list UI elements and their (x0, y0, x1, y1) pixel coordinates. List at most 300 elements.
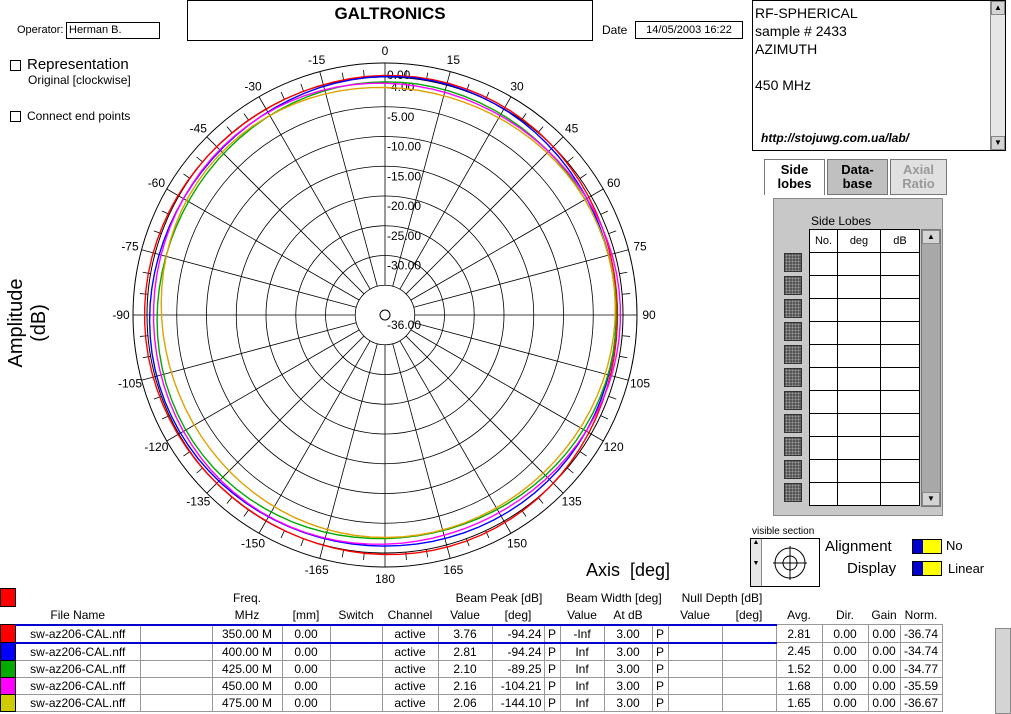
angle-tick (553, 483, 563, 493)
cell-freq[interactable]: 350.00 M (212, 625, 282, 643)
angle-tick (197, 157, 203, 162)
side-lobe-cell[interactable] (838, 437, 881, 460)
cell-bp-value[interactable]: 2.06 (438, 694, 492, 711)
side-lobe-cell[interactable] (881, 299, 920, 322)
angle-tick (622, 336, 630, 337)
cell-channel[interactable]: active (382, 677, 438, 694)
side-lobe-cell[interactable] (838, 483, 881, 506)
side-lobes-table[interactable] (809, 229, 920, 506)
hdr-mm: [mm] (292, 608, 320, 622)
row-selector-column (784, 253, 804, 506)
hdr-beam-width: Beam Width [deg] (566, 590, 662, 605)
cell-file-name[interactable]: sw-az206-CAL.nff (16, 660, 141, 677)
cell-gain[interactable]: 0.00 (868, 643, 900, 661)
cell-bp-deg[interactable]: -104.21 (492, 677, 544, 694)
angle-tick (580, 174, 587, 179)
cell-avg[interactable]: 2.45 (776, 643, 822, 661)
angle-tick (301, 539, 304, 547)
alignment-label: Alignment (825, 538, 892, 555)
cell-switch[interactable] (330, 677, 382, 694)
tab-database[interactable] (827, 159, 888, 195)
cell-bw-p[interactable]: P (652, 625, 668, 643)
cell-switch[interactable] (330, 643, 382, 661)
cell-empty[interactable] (140, 643, 212, 661)
angle-label: -120 (144, 440, 169, 454)
cell-avg[interactable]: 1.52 (776, 660, 822, 677)
side-lobes-scrollbar[interactable] (921, 229, 941, 507)
grid-spoke (411, 196, 591, 300)
toggle-indicator (913, 562, 923, 575)
cell-bp-value[interactable]: 2.16 (438, 677, 492, 694)
side-lobe-row[interactable] (810, 253, 920, 276)
grid-spoke (217, 336, 364, 483)
cell-bp-p[interactable]: P (544, 694, 560, 711)
cell-bw-p[interactable]: P (652, 643, 668, 661)
row-color-swatch[interactable] (1, 660, 16, 677)
cell-switch[interactable] (330, 694, 382, 711)
cell-mm[interactable]: 0.00 (282, 677, 330, 694)
angle-label: 120 (603, 440, 624, 454)
display-toggle[interactable] (912, 561, 942, 576)
angle-label: -150 (240, 536, 266, 551)
cell-bp-deg[interactable]: -94.24 (492, 625, 544, 643)
grid-spoke (414, 323, 615, 377)
side-lobe-row[interactable] (810, 322, 920, 345)
angle-label: 75 (633, 239, 647, 254)
cell-freq[interactable]: 450.00 M (212, 677, 282, 694)
display-label: Display (847, 560, 897, 577)
table-row[interactable] (1, 694, 943, 711)
side-lobe-cell[interactable] (810, 322, 838, 345)
table-row[interactable] (1, 643, 943, 661)
visible-section-control[interactable] (750, 538, 820, 587)
col-db: dB (881, 230, 920, 253)
angle-tick (207, 137, 217, 147)
side-lobe-row[interactable] (810, 460, 920, 483)
scroll-up-icon[interactable]: ▲ (922, 230, 940, 244)
row-color-swatch[interactable] (1, 643, 16, 661)
hdr-dir: Dir. (836, 608, 854, 623)
cell-channel[interactable]: active (382, 660, 438, 677)
angle-tick (207, 483, 217, 493)
side-lobe-cell[interactable] (810, 368, 838, 391)
row-color-swatch[interactable] (1, 677, 16, 694)
info-line: sample # 2433 (755, 23, 847, 39)
cell-switch[interactable] (330, 625, 382, 643)
cell-bp-p[interactable]: P (544, 625, 560, 643)
row-select-button[interactable] (784, 276, 802, 295)
cell-avg[interactable]: 1.68 (776, 677, 822, 694)
info-line: RF-SPHERICAL (755, 5, 858, 21)
tab-side-lobes[interactable] (764, 159, 825, 195)
radial-tick-label: -10.00 (387, 139, 422, 154)
row-select-button[interactable] (784, 483, 802, 502)
visible-section-label: visible section (752, 526, 815, 537)
grid-ring (355, 285, 415, 345)
side-lobe-cell[interactable] (881, 345, 920, 368)
grid-spoke (179, 330, 359, 434)
angle-label: -165 (304, 563, 329, 578)
cell-mm[interactable]: 0.00 (282, 625, 330, 643)
cell-channel[interactable]: active (382, 625, 438, 643)
cell-gain[interactable]: 0.00 (868, 660, 900, 677)
hdr-gain: Gain (871, 608, 897, 623)
cell-bw-p[interactable]: P (652, 660, 668, 677)
row-select-button[interactable] (784, 253, 802, 272)
angle-tick (197, 468, 203, 473)
angle-tick (591, 189, 603, 196)
cell-freq[interactable]: 400.00 M (212, 643, 282, 661)
cell-bw-p[interactable]: P (652, 694, 668, 711)
angle-tick (615, 250, 629, 254)
side-lobe-cell[interactable] (810, 414, 838, 437)
radial-tick-label: -20.00 (387, 199, 422, 213)
angle-tick (167, 434, 179, 441)
angle-tick (140, 294, 148, 295)
cell-avg[interactable]: 2.81 (776, 625, 822, 643)
angle-tick (183, 452, 190, 457)
angle-tick (227, 127, 232, 133)
side-lobe-cell[interactable] (810, 483, 838, 506)
grid-spoke (217, 147, 364, 294)
cell-nd-deg[interactable] (722, 660, 776, 677)
cell-bw-value[interactable]: Inf (560, 677, 604, 694)
cell-dir[interactable]: 0.00 (822, 625, 868, 643)
grid-spoke (414, 253, 615, 307)
cell-bp-value[interactable]: 2.10 (438, 660, 492, 677)
cell-bw-p[interactable]: P (652, 677, 668, 694)
angle-label: 105 (629, 376, 651, 391)
side-lobe-cell[interactable] (881, 483, 920, 506)
hdr-bw-value: Value (567, 608, 597, 622)
row-select-button[interactable] (784, 299, 802, 318)
cell-bp-deg[interactable]: -94.24 (492, 643, 544, 661)
col-no: No. (810, 230, 838, 253)
angle-label: 30 (510, 79, 524, 94)
side-lobe-row[interactable] (810, 483, 920, 506)
cell-nd-value[interactable] (668, 677, 722, 694)
side-lobe-row[interactable] (810, 414, 920, 437)
angle-tick (143, 356, 151, 357)
cell-bp-value[interactable]: 2.81 (438, 643, 492, 661)
cell-norm[interactable]: -35.59 (900, 677, 942, 694)
cell-bw-atdb[interactable]: 3.00 (604, 677, 652, 694)
angle-label: 90 (642, 308, 656, 322)
table-scrollbar[interactable] (995, 628, 1011, 714)
angle-tick (567, 157, 573, 162)
info-box[interactable] (752, 0, 1006, 151)
row-color-swatch[interactable] (1, 625, 16, 643)
row-select-button[interactable] (784, 322, 802, 341)
representation-label: Representation (27, 56, 129, 73)
angle-label: -30 (244, 79, 262, 94)
date-field[interactable]: 14/05/2003 16:22 (635, 21, 743, 39)
side-lobe-cell[interactable] (881, 322, 920, 345)
side-lobe-cell[interactable] (810, 460, 838, 483)
display-value: Linear (948, 561, 985, 576)
cell-dir[interactable]: 0.00 (822, 677, 868, 694)
info-line: AZIMUTH (755, 41, 818, 57)
radial-tick-label: -5.00 (387, 109, 415, 124)
y-axis-label: Amplitude (dB) (5, 278, 50, 368)
side-lobe-cell[interactable] (810, 276, 838, 299)
angle-tick (320, 72, 324, 86)
cell-nd-deg[interactable] (722, 625, 776, 643)
polar-plot[interactable] (100, 40, 680, 590)
toggle-indicator (913, 540, 923, 553)
target-icon (771, 544, 809, 582)
section-scroll[interactable]: ▲ ▼ (751, 539, 762, 586)
angle-tick (281, 531, 284, 538)
cell-bw-value[interactable]: Inf (560, 643, 604, 661)
cell-bw-atdb[interactable]: 3.00 (604, 660, 652, 677)
cell-nd-deg[interactable] (722, 643, 776, 661)
cell-bw-value[interactable]: Inf (560, 660, 604, 677)
row-select-button[interactable] (784, 345, 802, 364)
scroll-up-icon[interactable]: ▲ (991, 1, 1005, 15)
angle-tick (553, 137, 563, 147)
cell-file-name[interactable]: sw-az206-CAL.nff (16, 643, 141, 661)
angle-tick (619, 272, 627, 273)
radial-tick-label: 0.00 (387, 68, 411, 82)
side-lobe-cell[interactable] (838, 322, 881, 345)
cell-gain[interactable]: 0.00 (868, 625, 900, 643)
cell-nd-value[interactable] (668, 643, 722, 661)
hdr-file-name: File Name (50, 608, 106, 622)
cell-bw-atdb[interactable]: 3.00 (604, 643, 652, 661)
cell-norm[interactable]: -34.77 (900, 660, 942, 677)
angle-tick (615, 377, 629, 381)
side-lobe-cell[interactable] (881, 460, 920, 483)
cell-channel[interactable]: active (382, 643, 438, 661)
table-row[interactable] (1, 660, 943, 677)
cell-dir[interactable]: 0.00 (822, 694, 868, 711)
hdr-mhz: MHz (234, 608, 260, 622)
grid-spoke (406, 336, 553, 483)
side-lobe-row[interactable] (810, 368, 920, 391)
angle-label: 180 (374, 572, 396, 586)
side-lobe-cell[interactable] (881, 391, 920, 414)
info-url: http://stojuwg.com.ua/lab/ (761, 131, 909, 145)
hdr-bp-deg: [deg] (504, 608, 532, 622)
angle-tick (622, 294, 630, 295)
grid-spoke (179, 196, 359, 300)
pattern-trace (161, 88, 615, 538)
page-title: GALTRONICS (187, 0, 593, 41)
date-label: Date (602, 23, 628, 37)
side-lobe-cell[interactable] (838, 414, 881, 437)
radial-tick-label: -25.00 (387, 228, 422, 243)
table-row[interactable] (1, 677, 943, 694)
cell-nd-deg[interactable] (722, 677, 776, 694)
angle-label: 0 (381, 44, 389, 58)
side-lobe-row[interactable] (810, 437, 920, 460)
angle-tick (244, 510, 249, 517)
cell-avg[interactable]: 1.65 (776, 694, 822, 711)
cell-norm[interactable]: -34.74 (900, 643, 942, 661)
radial-tick-label: -30.00 (387, 258, 422, 273)
radial-tick-label: -15.00 (387, 169, 422, 184)
checkbox-icon (10, 60, 21, 71)
cell-bw-atdb[interactable]: 3.00 (604, 694, 652, 711)
checkbox-icon (10, 111, 21, 122)
cell-empty[interactable] (140, 660, 212, 677)
cell-gain[interactable]: 0.00 (868, 677, 900, 694)
side-lobe-cell[interactable] (881, 368, 920, 391)
angle-tick (619, 356, 627, 357)
cell-freq[interactable]: 475.00 M (212, 694, 282, 711)
hdr-norm: Norm. (904, 608, 938, 623)
cell-switch[interactable] (330, 660, 382, 677)
cell-bp-p[interactable]: P (544, 660, 560, 677)
info-scrollbar[interactable] (990, 1, 1005, 150)
cell-bp-deg[interactable]: -144.10 (492, 694, 544, 711)
cell-bw-atdb[interactable]: 3.00 (604, 625, 652, 643)
angle-label: -90 (112, 308, 130, 322)
cell-channel[interactable]: active (382, 694, 438, 711)
cell-nd-deg[interactable] (722, 694, 776, 711)
x-axis-label: Axis [deg] (586, 560, 671, 580)
angle-tick (609, 231, 617, 234)
grid-spoke (323, 344, 377, 545)
angle-label: -15 (307, 52, 326, 67)
cell-file-name[interactable]: sw-az206-CAL.nff (16, 677, 141, 694)
angle-tick (301, 84, 304, 92)
cell-nd-value[interactable] (668, 694, 722, 711)
side-lobe-cell[interactable] (881, 414, 920, 437)
side-lobe-row[interactable] (810, 299, 920, 322)
row-select-button[interactable] (784, 391, 802, 410)
side-lobes-panel (773, 198, 943, 516)
side-lobe-cell[interactable] (881, 437, 920, 460)
cell-mm[interactable]: 0.00 (282, 643, 330, 661)
side-lobe-cell[interactable] (838, 368, 881, 391)
operator-label: Operator: (17, 24, 64, 36)
side-lobe-cell[interactable] (838, 299, 881, 322)
cell-nd-value[interactable] (668, 660, 722, 677)
side-lobe-cell[interactable] (881, 276, 920, 299)
hdr-switch: Switch (338, 608, 374, 622)
row-select-button[interactable] (784, 437, 802, 456)
side-lobe-cell[interactable] (838, 460, 881, 483)
angle-tick (227, 497, 232, 503)
grid-spoke (406, 147, 553, 294)
hdr-beam-peak: Beam Peak [dB] (455, 590, 543, 605)
row-select-button[interactable] (784, 414, 802, 433)
color-swatch[interactable] (1, 589, 16, 607)
operator-field[interactable]: Herman B. (66, 22, 160, 39)
cell-bp-deg[interactable]: -89.25 (492, 660, 544, 677)
tab-label: Data- base (841, 162, 874, 191)
grid-spoke (155, 323, 356, 377)
cell-empty[interactable] (140, 625, 212, 643)
side-lobe-cell[interactable] (810, 253, 838, 276)
cell-empty[interactable] (140, 694, 212, 711)
cell-gain[interactable]: 0.00 (868, 694, 900, 711)
representation-sub: Original [clockwise] (28, 73, 131, 87)
row-color-swatch[interactable] (1, 694, 16, 711)
hdr-nd-deg: [deg] (735, 608, 763, 622)
side-lobe-cell[interactable] (810, 391, 838, 414)
side-lobe-cell[interactable] (838, 276, 881, 299)
grid-spoke (393, 344, 447, 545)
angle-tick (167, 189, 179, 196)
tab-label: Side lobes (777, 162, 812, 191)
side-lobe-row[interactable] (810, 345, 920, 368)
angle-tick (244, 113, 249, 120)
scroll-down-icon[interactable]: ▼ (922, 492, 940, 506)
side-lobe-row[interactable] (810, 391, 920, 414)
cell-freq[interactable]: 425.00 M (212, 660, 282, 677)
cell-dir[interactable]: 0.00 (822, 660, 868, 677)
cell-dir[interactable]: 0.00 (822, 643, 868, 661)
row-select-button[interactable] (784, 368, 802, 387)
table-row[interactable] (1, 625, 943, 643)
side-lobe-cell[interactable] (838, 391, 881, 414)
cell-file-name[interactable]: sw-az206-CAL.nff (16, 694, 141, 711)
cell-file-name[interactable]: sw-az206-CAL.nff (16, 625, 141, 643)
angle-tick (609, 396, 617, 399)
angle-label: 45 (564, 121, 579, 136)
row-select-button[interactable] (784, 460, 802, 479)
info-line (755, 58, 858, 76)
angle-tick (183, 174, 190, 179)
cell-bp-p[interactable]: P (544, 643, 560, 661)
angle-label: 135 (561, 494, 582, 509)
hdr-nd-value: Value (680, 608, 710, 622)
cell-bp-value[interactable]: 3.76 (438, 625, 492, 643)
alignment-toggle[interactable] (912, 539, 942, 554)
cell-nd-value[interactable] (668, 625, 722, 643)
angle-label: -135 (186, 494, 211, 509)
side-lobe-cell[interactable] (838, 345, 881, 368)
side-lobe-cell[interactable] (810, 437, 838, 460)
hdr-avg: Avg. (787, 608, 811, 623)
cell-mm[interactable]: 0.00 (282, 660, 330, 677)
connect-label: Connect end points (27, 109, 131, 123)
hdr-bw-atdb: At dB (613, 608, 643, 622)
side-lobe-cell[interactable] (810, 299, 838, 322)
cell-norm[interactable]: -36.74 (900, 625, 942, 643)
info-text (755, 4, 858, 94)
grid-spoke (323, 85, 377, 286)
cell-norm[interactable]: -36.67 (900, 694, 942, 711)
side-lobe-cell[interactable] (810, 345, 838, 368)
cell-bp-p[interactable]: P (544, 677, 560, 694)
hdr-bp-value: Value (450, 608, 480, 622)
tab-axial-ratio[interactable] (890, 159, 947, 195)
scroll-down-icon[interactable]: ▼ (991, 136, 1005, 150)
side-lobe-row[interactable] (810, 276, 920, 299)
angle-tick (567, 468, 573, 473)
side-lobe-cell[interactable] (881, 253, 920, 276)
side-lobe-cell[interactable] (838, 253, 881, 276)
cell-bw-value[interactable]: -Inf (560, 625, 604, 643)
angle-tick (140, 336, 148, 337)
angle-label: -45 (189, 121, 207, 136)
angle-label: 150 (506, 536, 528, 551)
angle-tick (320, 545, 324, 559)
angle-tick (259, 521, 266, 533)
angle-tick (591, 434, 603, 441)
angle-tick (259, 97, 266, 109)
cell-bw-value[interactable]: Inf (560, 694, 604, 711)
radial-tick-label: -4.00 (387, 80, 415, 94)
cell-mm[interactable]: 0.00 (282, 694, 330, 711)
col-deg: deg (838, 230, 881, 253)
angle-label: 60 (606, 176, 621, 190)
cell-empty[interactable] (140, 677, 212, 694)
